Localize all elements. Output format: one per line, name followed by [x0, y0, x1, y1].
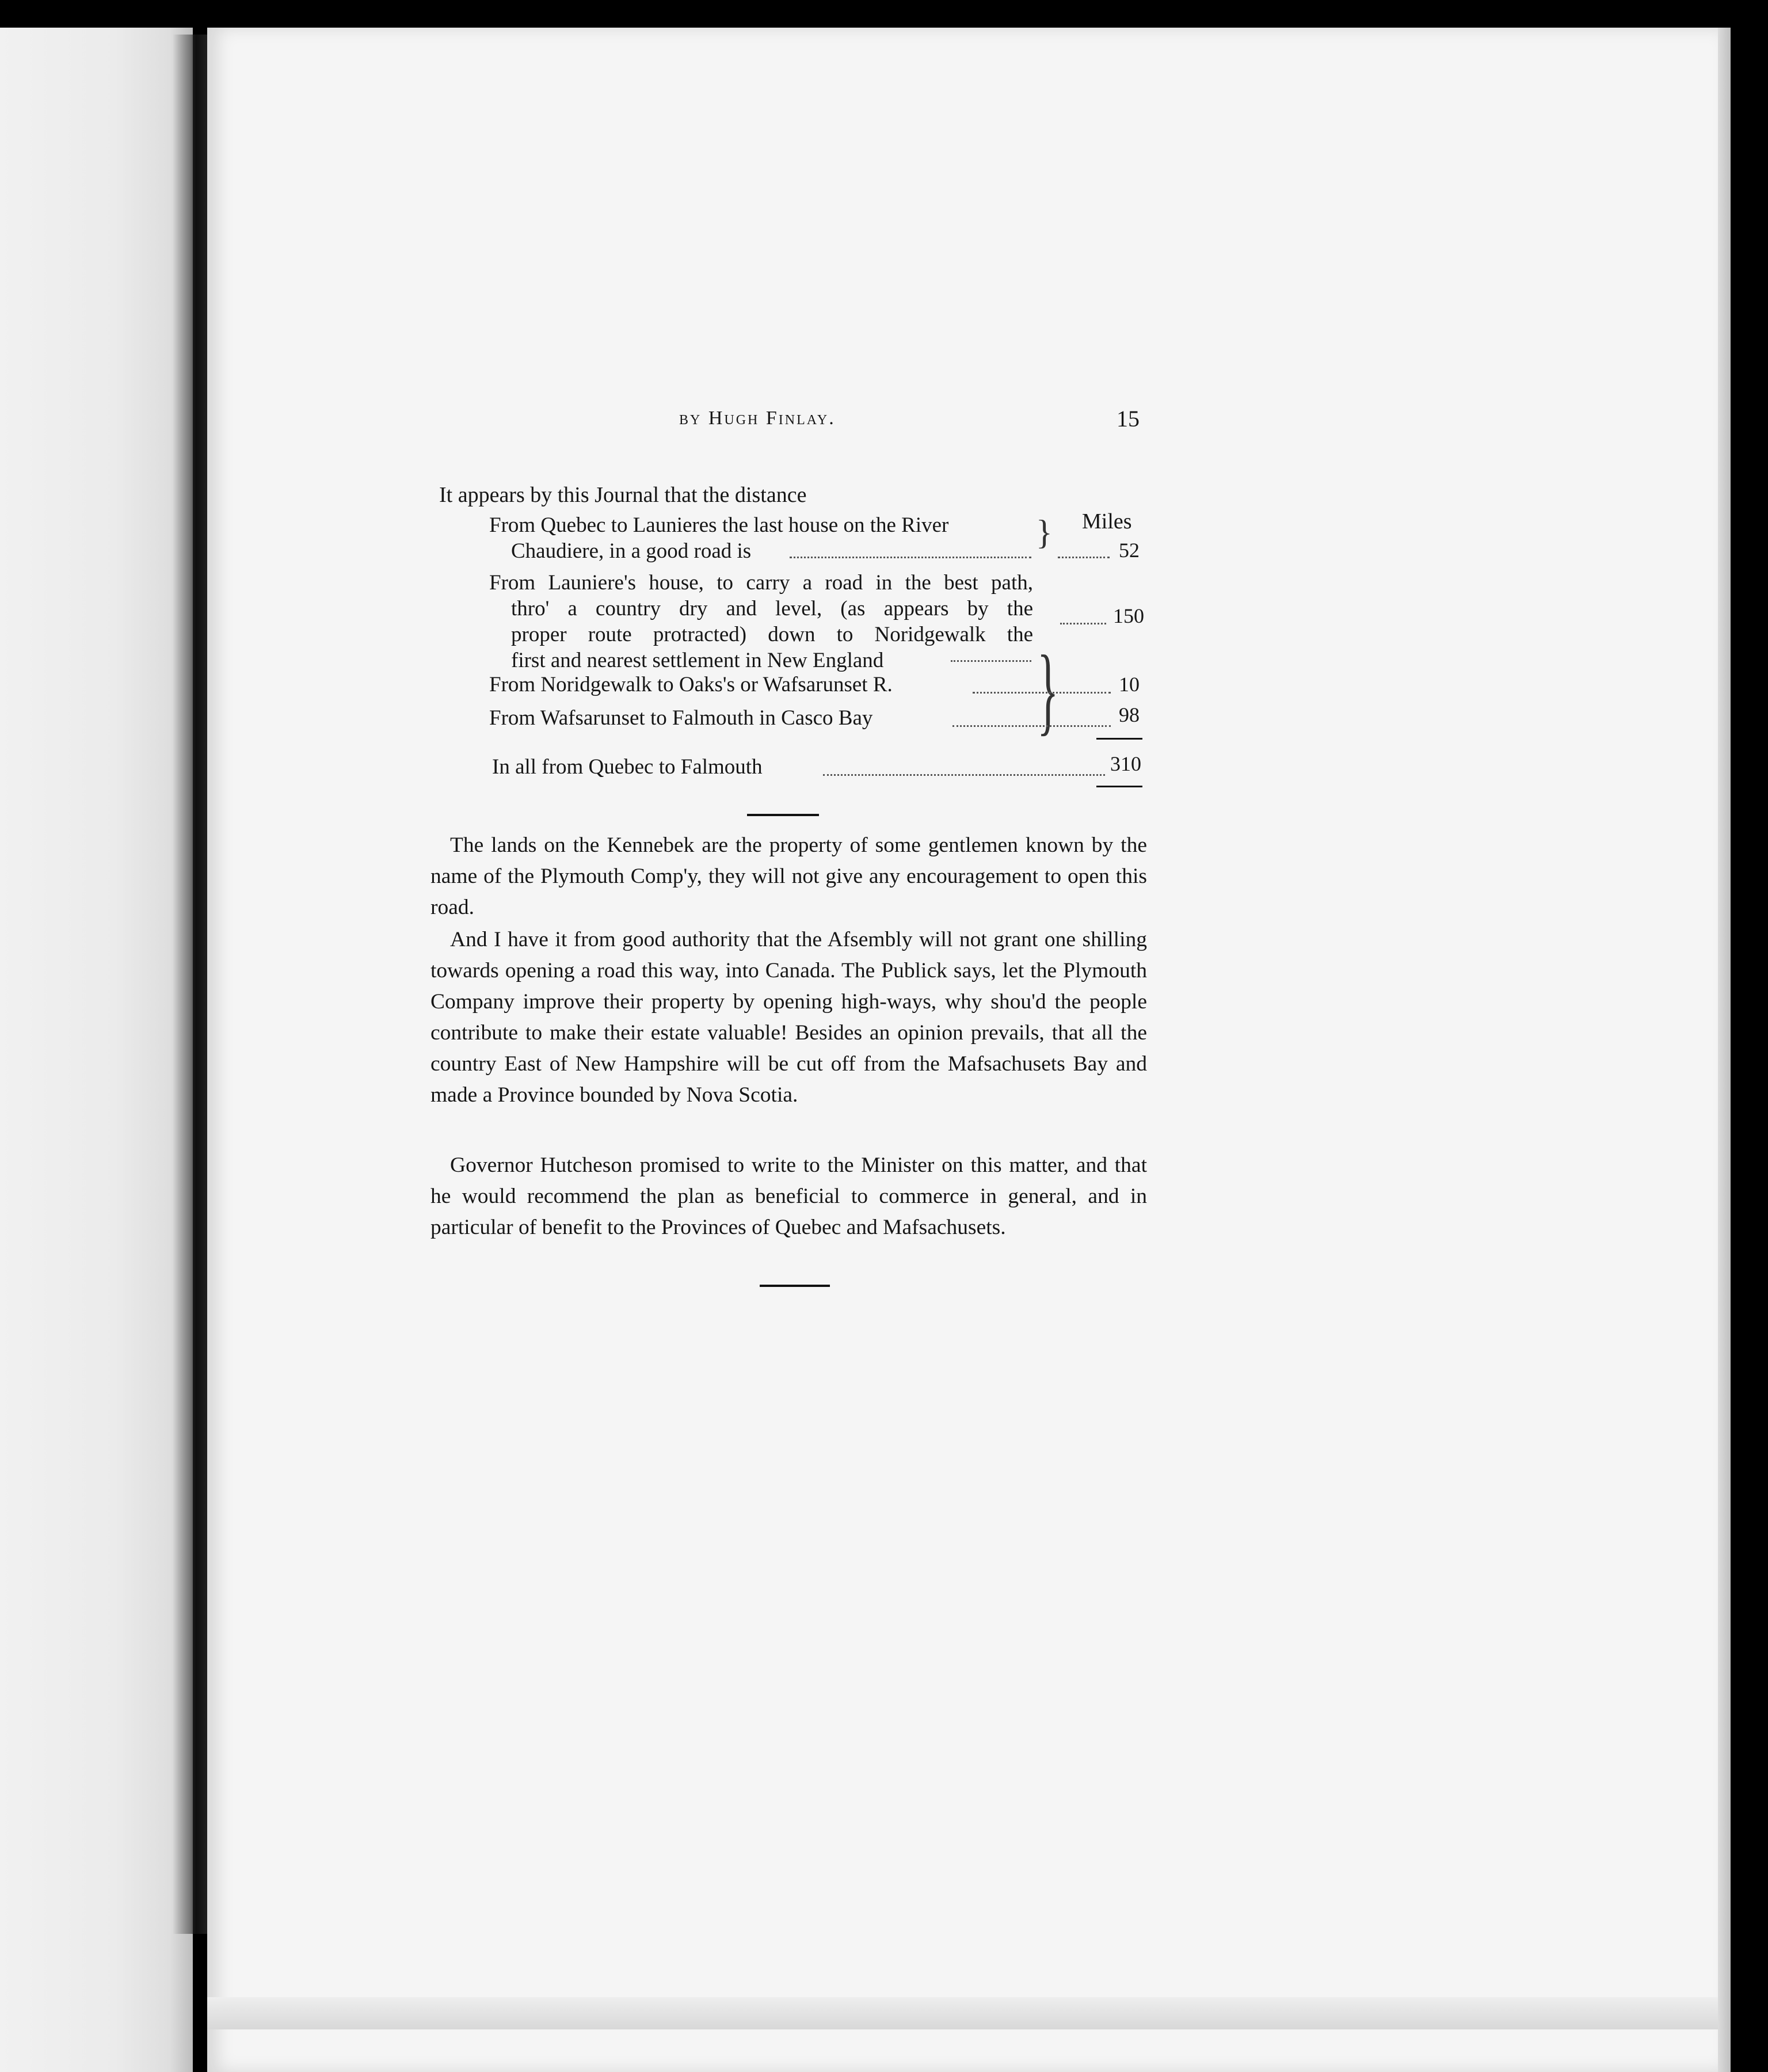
sum-rule — [1096, 738, 1142, 740]
dot-leader — [1058, 555, 1110, 558]
row-text-line: From Quebec to Launieres the last house on the River — [489, 513, 949, 537]
running-head-title: by Hugh Finlay. — [679, 407, 836, 429]
end-divider — [760, 1285, 830, 1287]
row-value: 150 — [1113, 604, 1144, 627]
row-brace: } — [1036, 513, 1053, 551]
row-text-line: first and nearest settlement in New England — [511, 649, 884, 672]
dot-leader — [790, 555, 1031, 558]
row-text-line: Chaudiere, in a good road is — [511, 539, 752, 563]
row-value: 52 — [1119, 539, 1140, 562]
page-edge — [1718, 28, 1731, 2072]
total-row — [492, 754, 763, 780]
body-paragraph — [430, 830, 1147, 923]
row-brace: } — [1037, 634, 1059, 745]
row-value: 10 — [1119, 673, 1140, 696]
dot-leader — [973, 691, 1111, 694]
distance-row — [489, 570, 1033, 673]
unit-label: Miles — [1082, 509, 1132, 534]
total-label: In all from Quebec to Falmouth — [492, 755, 763, 779]
row-text-line: From Noridgewalk to Oaks's or Wafsarunset R. — [489, 673, 893, 696]
row-text-line: From Launiere's house, to carry a road in the best path, — [489, 571, 1033, 595]
page-number: 15 — [1117, 406, 1140, 432]
distance-row — [489, 672, 893, 698]
table-intro: It appears by this Journal that the distance — [439, 483, 807, 507]
paragraph-text: Governor Hutcheson promised to write to the Minister on this matter, and that he would recommend the plan as beneficial to commerce in general, and in particular of benefit to the Provinces of Quebec and Mafsachusets. — [430, 1153, 1147, 1239]
paragraph-text: And I have it from good authority that the Afsembly will not grant one shilling towards opening a road this way, into Canada. The Publick says, let the Plymouth Company improve their property by opening high-ways, why shou'd the people contribute to make their estate valuable! Besides an opinion prevails, that all the country East of New Hampshire will be cut off from the Mafsachusets Bay and made a Province bounded by Nova Scotia. — [430, 928, 1147, 1107]
row-value: 98 — [1119, 703, 1140, 726]
row-text-line: From Wafsarunset to Falmouth in Casco Bay — [489, 706, 873, 730]
body-paragraph — [430, 924, 1147, 1111]
running-header — [679, 403, 1140, 437]
total-rule — [1096, 786, 1142, 787]
left-page — [0, 28, 193, 2072]
total-value: 310 — [1110, 752, 1141, 775]
dot-leader — [951, 659, 1031, 662]
dot-leader — [1060, 622, 1106, 624]
body-paragraph — [430, 1150, 1147, 1243]
section-divider — [747, 814, 819, 816]
paragraph-text: The lands on the Kennebek are the property of some gentlemen known by the name of the Plymouth Comp'y, they will not give any encouragement to open this road. — [430, 833, 1147, 919]
page-bottom-edge — [207, 1997, 1718, 2029]
dot-leader — [823, 773, 1105, 776]
distance-row — [489, 705, 872, 731]
dot-leader — [952, 724, 1111, 727]
row-text-line: proper route protracted) down to Noridgewalk the — [511, 623, 1033, 646]
row-text-line: thro' a country dry and level, (as appears by the — [511, 597, 1033, 620]
